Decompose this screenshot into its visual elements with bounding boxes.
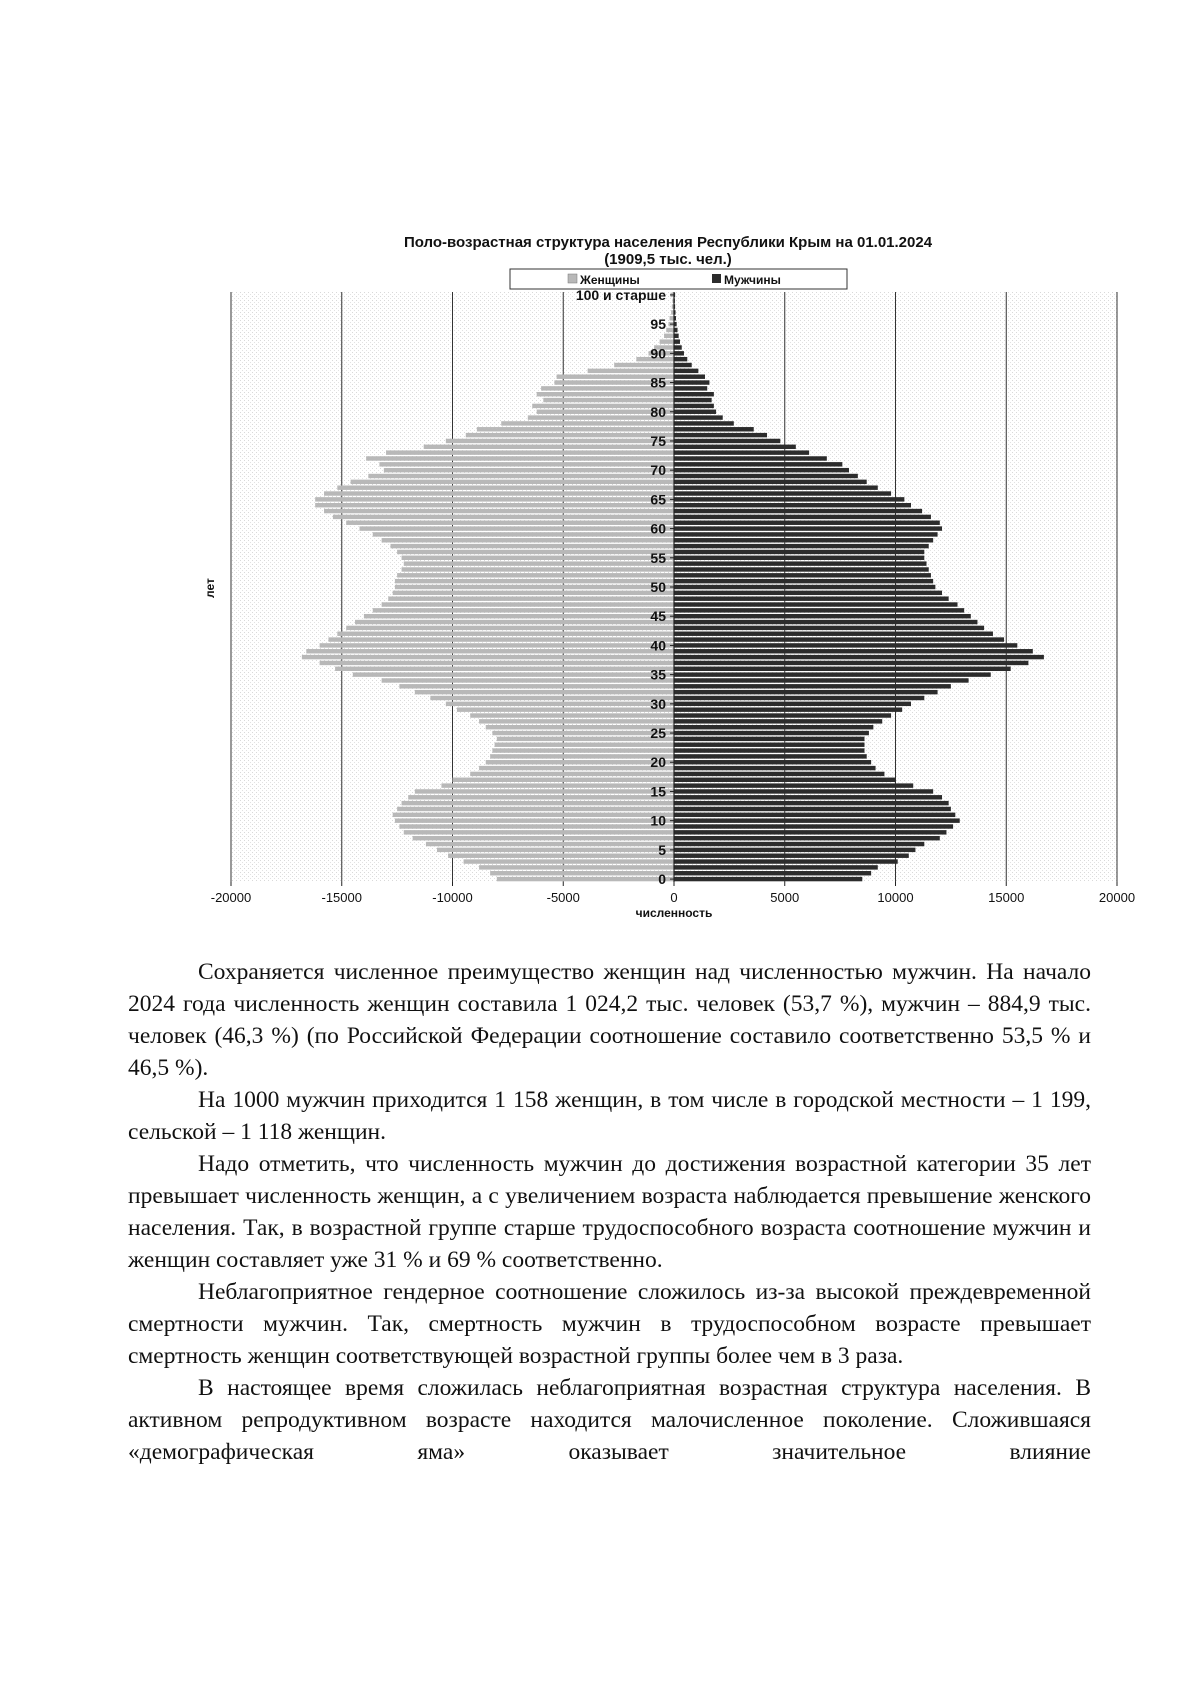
bar-men bbox=[674, 509, 922, 513]
bar-men bbox=[674, 357, 687, 361]
bar-men bbox=[674, 748, 864, 752]
bar-men bbox=[674, 345, 682, 349]
bar-women bbox=[486, 725, 674, 729]
bar-men bbox=[674, 474, 858, 478]
bar-women bbox=[415, 789, 674, 793]
bar-men bbox=[674, 772, 884, 776]
bar-women bbox=[386, 450, 674, 454]
bar-women bbox=[537, 392, 674, 396]
bar-women bbox=[402, 556, 674, 560]
legend-label-men: Мужчины bbox=[724, 273, 781, 287]
bar-men bbox=[674, 544, 929, 548]
x-tick-label: 0 bbox=[670, 890, 678, 905]
bar-women bbox=[395, 818, 674, 822]
bar-men bbox=[674, 667, 1011, 671]
bar-women bbox=[479, 719, 674, 723]
x-axis-label: численность bbox=[635, 906, 713, 920]
bar-men bbox=[674, 807, 951, 811]
legend-swatch-men bbox=[712, 274, 721, 283]
bar-men bbox=[674, 813, 955, 817]
bar-men bbox=[674, 877, 862, 881]
x-tick-label: 15000 bbox=[988, 890, 1025, 905]
x-tick-label: -15000 bbox=[321, 890, 362, 905]
bar-women bbox=[457, 707, 674, 711]
bar-women bbox=[320, 643, 674, 647]
x-tick-label: -10000 bbox=[432, 890, 473, 905]
bar-women bbox=[426, 842, 674, 846]
x-tick-label: 5000 bbox=[770, 890, 800, 905]
bar-men bbox=[674, 503, 911, 507]
bar-women bbox=[397, 573, 674, 577]
bar-men bbox=[674, 818, 960, 822]
chart-title: Поло-возрастная структура населения Республики Крым на 01.01.2024 bbox=[403, 234, 933, 251]
bar-men bbox=[674, 480, 867, 484]
bar-men bbox=[674, 853, 909, 857]
legend-box bbox=[510, 269, 847, 289]
bar-men bbox=[674, 626, 984, 630]
bar-men bbox=[674, 707, 902, 711]
bar-women bbox=[497, 877, 674, 881]
bar-women bbox=[446, 702, 674, 706]
bar-women bbox=[479, 766, 674, 770]
legend-label-women: Женщины bbox=[580, 273, 640, 287]
bar-men bbox=[674, 602, 958, 606]
bar-women bbox=[543, 398, 674, 402]
bar-men bbox=[674, 515, 931, 519]
bar-women bbox=[393, 591, 674, 595]
bar-men bbox=[674, 643, 1017, 647]
y-tick-label: 75 bbox=[650, 432, 666, 449]
bar-men bbox=[674, 410, 716, 414]
bar-men bbox=[674, 778, 896, 782]
bar-women bbox=[395, 579, 674, 583]
bar-women bbox=[368, 474, 674, 478]
bar-women bbox=[337, 485, 674, 489]
bar-women bbox=[393, 813, 674, 817]
bar-women bbox=[415, 690, 674, 694]
bar-men bbox=[674, 421, 734, 425]
bar-women bbox=[366, 456, 674, 460]
bar-men bbox=[674, 585, 935, 589]
bar-women bbox=[302, 655, 674, 659]
paragraph-4: Неблагоприятное гендерное соотношение сложилось из-за высокой преждевременной смертности мужчин. Так, смертность мужчин в трудоспособном возрасте превышает смертность женщин соответствующей возрастной группы более чем в 3 раза. bbox=[128, 1279, 1091, 1369]
bar-women bbox=[333, 515, 674, 519]
bar-women bbox=[351, 480, 674, 484]
bar-women bbox=[390, 544, 674, 548]
paragraph-3: Надо отметить, что численность мужчин до достижения возрастной категории 35 лет превышает численность женщин, а с увеличением возраста наблюдается превышение женского населения. Так, в возрастной группе старше трудоспособного возраста соотношение мужчин и женщин составляет уже 31 % и 69 % соответственно. bbox=[128, 1151, 1091, 1273]
bar-women bbox=[466, 433, 674, 437]
bar-women bbox=[495, 743, 674, 747]
bar-women bbox=[588, 369, 674, 373]
bar-men bbox=[674, 339, 680, 343]
bar-men bbox=[674, 550, 924, 554]
bar-women bbox=[413, 836, 674, 840]
bar-men bbox=[674, 637, 1004, 641]
bar-men bbox=[674, 579, 933, 583]
bar-women bbox=[399, 824, 674, 828]
bar-women bbox=[306, 649, 674, 653]
chart-subtitle: (1909,5 тыс. чел.) bbox=[604, 251, 732, 268]
bar-women bbox=[346, 521, 674, 525]
bar-women bbox=[404, 561, 674, 565]
bar-men bbox=[674, 374, 705, 378]
bar-women bbox=[364, 614, 674, 618]
bar-women bbox=[399, 684, 674, 688]
bar-men bbox=[674, 719, 882, 723]
bar-women bbox=[490, 754, 674, 758]
bar-men bbox=[674, 450, 809, 454]
bar-women bbox=[664, 334, 674, 338]
bar-men bbox=[674, 865, 878, 869]
bar-women bbox=[666, 328, 674, 332]
bar-women bbox=[384, 468, 674, 472]
bar-women bbox=[397, 807, 674, 811]
bar-men bbox=[674, 573, 931, 577]
y-tick-label: 5 bbox=[658, 841, 666, 858]
bar-men bbox=[674, 696, 924, 700]
bar-women bbox=[324, 491, 674, 495]
bar-men bbox=[674, 526, 942, 530]
bar-women bbox=[402, 567, 674, 571]
bar-women bbox=[404, 830, 674, 834]
bar-women bbox=[315, 497, 674, 501]
bar-men bbox=[674, 591, 942, 595]
bar-men bbox=[674, 754, 867, 758]
bar-men bbox=[674, 334, 679, 338]
bar-women bbox=[660, 339, 674, 343]
bar-women bbox=[373, 608, 674, 612]
bar-men bbox=[674, 661, 1028, 665]
bar-women bbox=[614, 363, 674, 367]
bar-men bbox=[674, 456, 827, 460]
bar-women bbox=[355, 620, 674, 624]
bar-men bbox=[674, 567, 929, 571]
bar-men bbox=[674, 678, 969, 682]
x-tick-label: -5000 bbox=[546, 890, 580, 905]
bar-men bbox=[674, 649, 1033, 653]
bar-women bbox=[388, 596, 674, 600]
y-tick-label: 80 bbox=[650, 403, 666, 420]
bar-women bbox=[446, 439, 674, 443]
y-tick-label: 65 bbox=[650, 491, 666, 508]
bar-men bbox=[674, 632, 993, 636]
x-axis-ticks bbox=[211, 882, 1135, 905]
bar-women bbox=[670, 316, 674, 320]
bar-men bbox=[674, 596, 949, 600]
bar-men bbox=[674, 737, 864, 741]
bar-women bbox=[373, 532, 674, 536]
bar-men bbox=[674, 445, 796, 449]
bar-men bbox=[674, 848, 915, 852]
bar-women bbox=[490, 871, 674, 875]
x-tick-label: 10000 bbox=[877, 890, 914, 905]
y-tick-label: 0 bbox=[658, 871, 666, 888]
bar-men bbox=[674, 672, 991, 676]
bar-men bbox=[674, 842, 924, 846]
bar-men bbox=[674, 561, 927, 565]
y-tick-label: 25 bbox=[650, 725, 666, 742]
bar-men bbox=[674, 398, 712, 402]
bar-men bbox=[674, 743, 864, 747]
y-tick-label: 30 bbox=[650, 695, 666, 712]
bar-women bbox=[408, 795, 674, 799]
y-tick-label: 35 bbox=[650, 666, 666, 683]
bar-men bbox=[674, 404, 714, 408]
bar-women bbox=[320, 661, 674, 665]
bar-women bbox=[453, 778, 675, 782]
bar-men bbox=[674, 556, 924, 560]
bar-women bbox=[335, 667, 674, 671]
bar-women bbox=[501, 421, 674, 425]
bar-men bbox=[674, 497, 904, 501]
x-tick-label: 20000 bbox=[1098, 890, 1136, 905]
bar-men bbox=[674, 731, 869, 735]
paragraph-5: В настоящее время сложилась неблагоприятная возрастная структура населения. В активном репродуктивном возрасте находится малочисленное поколение. Сложившаяся «демографическая яма» оказывает значительное влияние bbox=[128, 1375, 1091, 1465]
bar-women bbox=[353, 672, 674, 676]
x-tick-label: -20000 bbox=[210, 890, 252, 905]
bar-men bbox=[674, 783, 913, 787]
bar-women bbox=[470, 772, 674, 776]
bar-women bbox=[486, 760, 674, 764]
bar-women bbox=[479, 865, 674, 869]
bar-men bbox=[674, 614, 971, 618]
bar-men bbox=[674, 608, 964, 612]
bar-men bbox=[674, 427, 754, 431]
bar-women bbox=[497, 737, 674, 741]
y-tick-label: 55 bbox=[650, 549, 666, 566]
bar-women bbox=[337, 632, 674, 636]
bar-women bbox=[315, 503, 674, 507]
bar-men bbox=[674, 690, 938, 694]
bar-men bbox=[674, 766, 876, 770]
bar-women bbox=[424, 445, 674, 449]
paragraph-2: На 1000 мужчин приходится 1 158 женщин, в том числе в городской местности – 1 199, сельской – 1 118 женщин. bbox=[128, 1087, 1091, 1145]
bar-women bbox=[324, 509, 674, 513]
bar-men bbox=[674, 439, 780, 443]
bar-women bbox=[437, 848, 674, 852]
bar-men bbox=[674, 538, 933, 542]
y-tick-label: 15 bbox=[650, 783, 666, 800]
bar-men bbox=[674, 620, 977, 624]
y-tick-label: 85 bbox=[650, 374, 666, 391]
bar-women bbox=[441, 783, 674, 787]
bar-women bbox=[395, 585, 674, 589]
bar-men bbox=[674, 830, 946, 834]
y-tick-label: 100 и старше bbox=[575, 286, 666, 303]
bar-men bbox=[674, 684, 951, 688]
bar-women bbox=[464, 859, 674, 863]
bar-women bbox=[492, 731, 674, 735]
y-tick-label: 20 bbox=[650, 754, 666, 771]
bar-women bbox=[430, 696, 674, 700]
bar-men bbox=[674, 386, 707, 390]
bar-men bbox=[674, 760, 871, 764]
bar-men bbox=[674, 380, 709, 384]
bar-women bbox=[379, 462, 674, 466]
bar-men bbox=[674, 462, 842, 466]
bar-men bbox=[674, 713, 891, 717]
bar-women bbox=[397, 550, 674, 554]
bar-men bbox=[674, 415, 723, 419]
bar-men bbox=[674, 702, 911, 706]
bar-men bbox=[674, 532, 938, 536]
bar-men bbox=[674, 801, 949, 805]
legend bbox=[510, 269, 847, 289]
bar-women bbox=[477, 427, 674, 431]
y-tick-label: 70 bbox=[650, 462, 666, 479]
bar-men bbox=[674, 491, 891, 495]
bar-men bbox=[674, 859, 898, 863]
bar-men bbox=[674, 871, 871, 875]
bar-women bbox=[359, 526, 674, 530]
bar-men bbox=[674, 433, 767, 437]
body-text bbox=[128, 956, 1091, 1468]
y-axis-label: лет bbox=[203, 578, 217, 598]
bar-women bbox=[382, 602, 674, 606]
y-tick-label: 10 bbox=[650, 812, 666, 829]
bar-women bbox=[402, 801, 674, 805]
bar-men bbox=[674, 725, 873, 729]
bar-men bbox=[674, 824, 953, 828]
y-tick-label: 90 bbox=[650, 345, 666, 362]
bar-men bbox=[674, 468, 849, 472]
bar-men bbox=[674, 369, 698, 373]
bar-women bbox=[382, 538, 674, 542]
bar-women bbox=[492, 748, 674, 752]
bar-men bbox=[674, 655, 1044, 659]
bar-women bbox=[328, 637, 674, 641]
y-tick-label: 50 bbox=[650, 579, 666, 595]
paragraph-1: Сохраняется численное преимущество женщин над численностью мужчин. На начало 2024 года численность женщин составила 1 024,2 тыс. человек (53,7 %), мужчин – 884,9 тыс. человек (46,3 %) (по Российской Федерации соотношение составило соответственно 53,5 % и 46,5 %). bbox=[128, 959, 1091, 1081]
legend-swatch-women bbox=[568, 274, 577, 283]
bar-women bbox=[382, 678, 674, 682]
bar-men bbox=[674, 789, 933, 793]
bar-men bbox=[674, 521, 940, 525]
bar-women bbox=[448, 853, 674, 857]
y-tick-label: 60 bbox=[650, 520, 666, 537]
bar-men bbox=[674, 795, 942, 799]
bar-women bbox=[470, 713, 674, 717]
bar-men bbox=[674, 836, 940, 840]
bar-men bbox=[674, 485, 878, 489]
bar-men bbox=[674, 363, 692, 367]
bar-women bbox=[346, 626, 674, 630]
y-tick-label: 95 bbox=[650, 316, 666, 333]
bar-men bbox=[674, 392, 714, 396]
y-tick-label: 45 bbox=[650, 608, 666, 625]
y-tick-label: 40 bbox=[650, 637, 666, 654]
bar-men bbox=[674, 351, 684, 355]
